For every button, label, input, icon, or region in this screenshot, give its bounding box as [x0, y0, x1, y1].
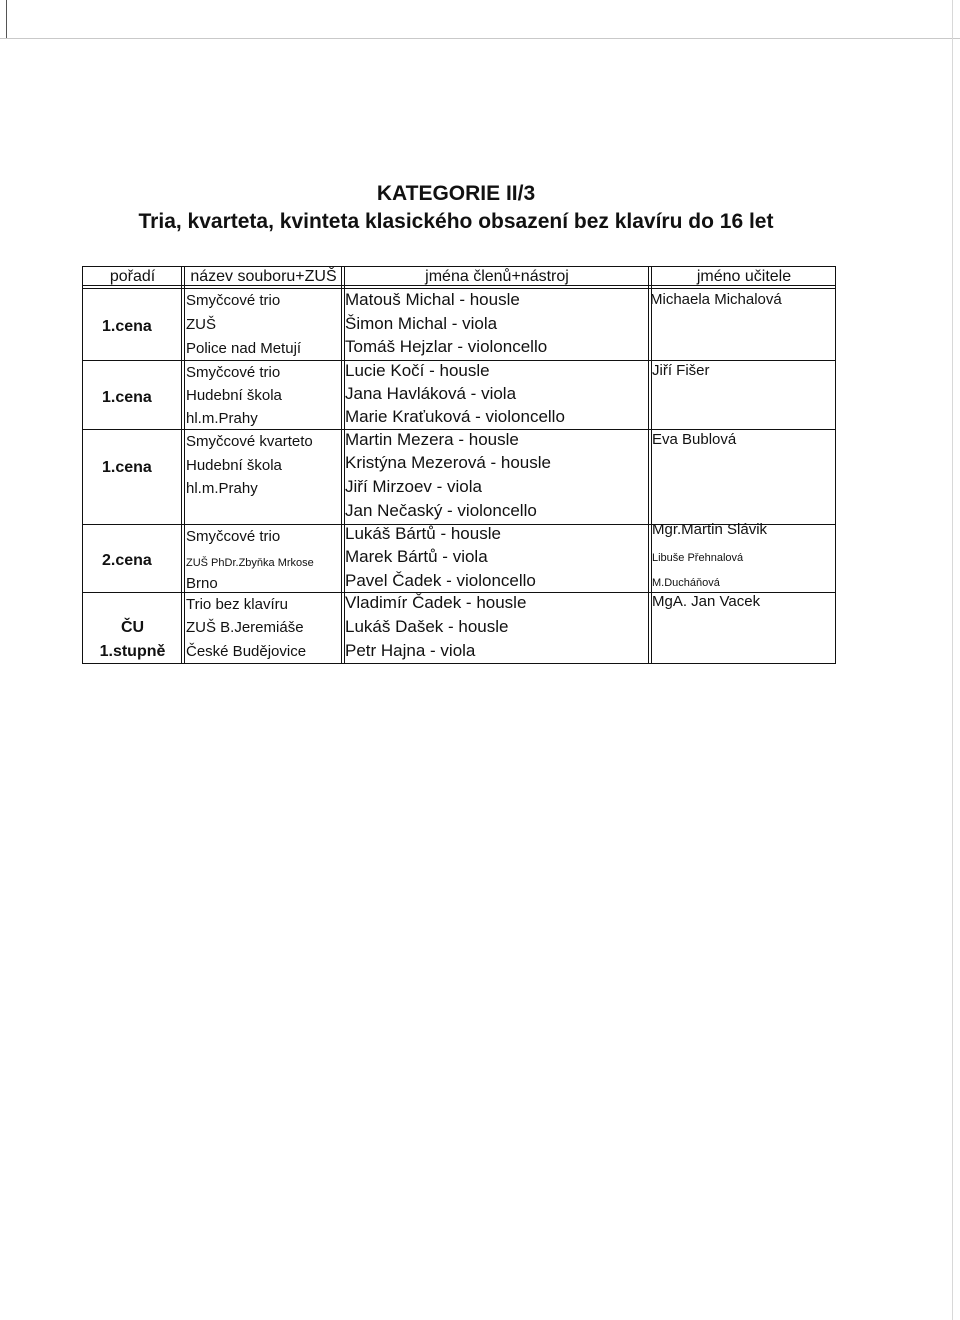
header-rule [82, 288, 836, 289]
member: Lucie Kočí - housle [345, 361, 490, 380]
ensemble-school: ZUŠ B.Jeremiáše [186, 619, 304, 636]
teacher-name: MgA. Jan Vacek [652, 593, 761, 610]
ensemble-city: hl.m.Prahy [186, 480, 258, 497]
scan-edge-left [6, 0, 7, 38]
member: Jana Havláková - viola [345, 384, 517, 403]
member: Lukáš Dašek - housle [345, 617, 509, 636]
rank-label: ČU [120, 619, 145, 636]
ensemble-city: hl.m.Prahy [186, 410, 258, 427]
ensemble-school: ZUŠ PhDr.Zbyňka Mrkose [186, 557, 314, 569]
ensemble-name: Smyčcové trio [186, 364, 281, 381]
header-teacher: jméno učitele [696, 268, 792, 285]
column-rule [181, 266, 182, 664]
ensemble-name: Smyčcové trio [186, 528, 281, 545]
header-members: jména členů+nástroj [425, 268, 569, 285]
ensemble-name: Smyčcové kvarteto [186, 433, 313, 450]
teacher-name: Michaela Michalová [650, 291, 782, 308]
member: Petr Hajna - viola [345, 641, 476, 660]
ensemble-school: Hudební škola [186, 457, 282, 474]
teacher-name: Jiří Fišer [652, 362, 710, 379]
teacher-name: M.Ducháňová [652, 577, 720, 589]
scan-edge-top [0, 38, 960, 39]
column-rule [341, 266, 342, 664]
member: Matouš Michal - housle [345, 290, 520, 309]
scan-edge-right [952, 0, 953, 1320]
member: Jan Nečaský - violoncello [345, 501, 537, 520]
member: Marie Kraťuková - violoncello [345, 407, 565, 426]
page-title: KATEGORIE II/3 [376, 182, 536, 205]
teacher-name: Libuše Přehnalová [652, 552, 744, 564]
member: Kristýna Mezerová - housle [345, 453, 551, 472]
member: Šimon Michal - viola [345, 314, 498, 333]
rank-label: 1.cena [102, 318, 152, 335]
rank-label: 1.cena [102, 389, 152, 406]
ensemble-school: Hudební škola [186, 387, 282, 404]
ensemble-name: Smyčcové trio [186, 292, 281, 309]
header-rank: pořadí [109, 268, 156, 285]
member: Lukáš Bártů - housle [345, 524, 501, 543]
rank-label: 1.cena [102, 459, 152, 476]
header-ensemble: název souboru+ZUŠ [190, 268, 337, 285]
member: Jiří Mirzoev - viola [345, 477, 482, 496]
ensemble-city: Police nad Metují [186, 340, 302, 357]
results-table [82, 266, 836, 664]
ensemble-school: ZUŠ [186, 316, 216, 333]
teacher-name: Eva Bublová [652, 431, 737, 448]
member: Tomáš Hejzlar - violoncello [345, 337, 548, 356]
ensemble-name: Trio bez klavíru [186, 596, 288, 613]
teacher-name: Mgr.Martin Slávik [652, 521, 768, 538]
ensemble-city: České Budějovice [186, 643, 307, 660]
rank-label: 2.cena [102, 552, 152, 569]
member: Vladimír Čadek - housle [345, 593, 527, 612]
page-subtitle: Tria, kvarteta, kvinteta klasického obsazení bez klavíru do 16 let [138, 210, 774, 233]
member: Marek Bártů - viola [345, 547, 488, 566]
ensemble-city: Brno [186, 575, 218, 592]
member: Martin Mezera - housle [345, 430, 519, 449]
rank-label: 1.stupně [99, 643, 166, 660]
column-rule [648, 266, 649, 664]
member: Pavel Čadek - violoncello [345, 571, 536, 590]
column-rule [184, 266, 185, 664]
